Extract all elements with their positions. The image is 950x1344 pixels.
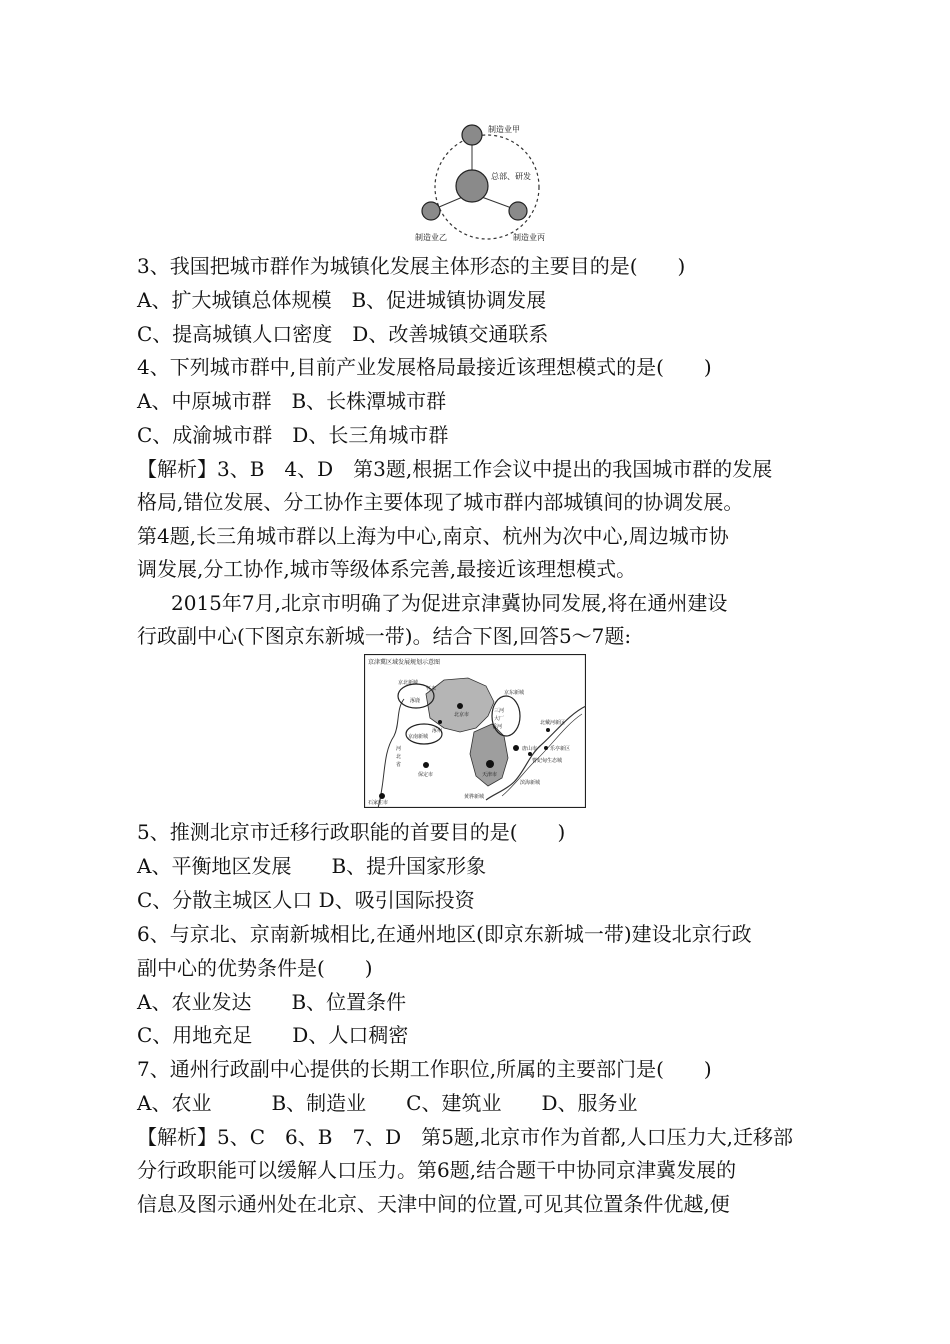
map-label-zhuolu: 涿鹿 [410, 698, 421, 704]
map-label-beidaihe: 北戴河新区 [540, 720, 566, 726]
q5-options-cd: C、分散主城区人口 D、吸引国际投资 [137, 888, 475, 912]
label-mfg-c: 制造业丙 [513, 233, 545, 242]
zhuozhou-dot [438, 720, 442, 724]
tangshan-dot [513, 745, 519, 751]
hq-node [456, 170, 488, 202]
map-label-baoding: 保定市 [418, 772, 434, 778]
map-frame [365, 655, 586, 808]
map-label-jingnan: 京南新城 [408, 734, 429, 740]
map-label-caofeidian: 曹妃甸生态城 [532, 758, 563, 764]
leting-dot [544, 746, 548, 750]
map-label-hebei-2: 北 [396, 754, 402, 760]
q6-options-ab: A、农业发达 B、位置条件 [137, 990, 407, 1014]
mfg-c-node [509, 202, 527, 220]
shijiazhuang-dot [379, 793, 385, 799]
label-mfg-a: 制造业甲 [488, 125, 520, 134]
map-label-beijing: 北京市 [454, 712, 470, 718]
q3-options-ab: A、扩大城镇总体规模 B、促进城镇协调发展 [137, 288, 547, 312]
map-label-sanhe: 三河 [494, 708, 505, 714]
analysis1-line3: 第4题,长三角城市群以上海为中心,南京、杭州为次中心,周边城市协 [137, 524, 729, 548]
map-title: 京津冀区域发展规划示意图 [368, 659, 441, 666]
q6-stem-line1: 6、与京北、京南新城相比,在通州地区(即京东新城一带)建设北京行政 [137, 922, 752, 946]
analysis2-line3: 信息及图示通州处在北京、天津中间的位置,可见其位置条件优越,便 [137, 1192, 730, 1216]
beidaihe-dot [546, 728, 550, 732]
beijing-dot [457, 703, 463, 709]
analysis2-line1: 【解析】5、C 6、B 7、D 第5题,北京市作为首都,人口压力大,迁移部 [137, 1125, 794, 1149]
q5-stem: 5、推测北京市迁移行政职能的首要目的是( ) [137, 820, 566, 844]
map-label-shijiazhuang: 石家庄市 [368, 800, 389, 806]
q3-stem: 3、我国把城市群作为城镇化发展主体形态的主要目的是( ) [137, 254, 686, 278]
q3-options-cd: C、提高城镇人口密度 D、改善城镇交通联系 [137, 322, 549, 346]
map-label-binhai: 滨海新城 [520, 780, 541, 786]
tianjin-dot [486, 760, 494, 768]
baoding-dot [423, 762, 429, 768]
q4-stem: 4、下列城市群中,目前产业发展格局最接近该理想模式的是( ) [137, 355, 712, 379]
label-mfg-b: 制造业乙 [415, 233, 447, 242]
label-hq: 总部、研发 [491, 172, 531, 181]
q4-options-ab: A、中原城市群 B、长株潭城市群 [137, 389, 447, 413]
map-label-jingbei: 京北新城 [398, 680, 419, 686]
intro-line2: 行政副中心(下图京东新城一带)。结合下图,回答5～7题: [137, 624, 632, 648]
analysis1-line2: 格局,错位发展、分工协作主要体现了城市群内部城镇间的协调发展。 [137, 490, 744, 514]
intro-line1: 2015年7月,北京市明确了为促进京津冀协同发展,将在通州建设 [171, 591, 728, 615]
q5-options-ab: A、平衡地区发展 B、提升国家形象 [137, 854, 487, 878]
map-label-hebei-3: 省 [396, 762, 402, 768]
analysis1-line1: 【解析】3、B 4、D 第3题,根据工作会议中提出的我国城市群的发展 [137, 457, 773, 481]
map-label-dachang: 大厂 [494, 716, 505, 722]
q4-options-cd: C、成渝城市群 D、长三角城市群 [137, 423, 449, 447]
caofeidian-dot [528, 752, 532, 756]
mfg-a-node [462, 125, 482, 145]
map-label-jingdong: 京东新城 [504, 690, 525, 696]
analysis2-line2: 分行政职能可以缓解人口压力。第6题,结合题干中协同京津冀发展的 [137, 1158, 737, 1182]
q6-options-cd: C、用地充足 D、人口稠密 [137, 1023, 409, 1047]
map-label-tangshan: 唐山市 [522, 746, 538, 752]
industry-model-figure [415, 115, 565, 247]
q6-stem-line2: 副中心的优势条件是( ) [137, 956, 373, 980]
q7-options: A、农业 B、制造业 C、建筑业 D、服务业 [137, 1091, 638, 1115]
map-label-tianjin: 天津市 [482, 772, 498, 778]
jingjinji-map [364, 654, 586, 808]
map-label-xianghe: 香河 [492, 724, 503, 730]
analysis1-line4: 调发展,分工协作,城市等级体系完善,最接近该理想模式。 [137, 557, 637, 581]
map-label-hebei-1: 河 [396, 746, 402, 752]
q7-stem: 7、通州行政副中心提供的长期工作职位,所属的主要部门是( ) [137, 1057, 712, 1081]
map-label-zhuozhou: 涿州 [432, 728, 443, 734]
map-label-huailai: 怀来 [426, 686, 437, 692]
map-label-leting: 乐亭新区 [550, 746, 571, 752]
mfg-b-node [422, 202, 440, 220]
map-label-huanghua: 黄骅新城 [464, 794, 485, 800]
